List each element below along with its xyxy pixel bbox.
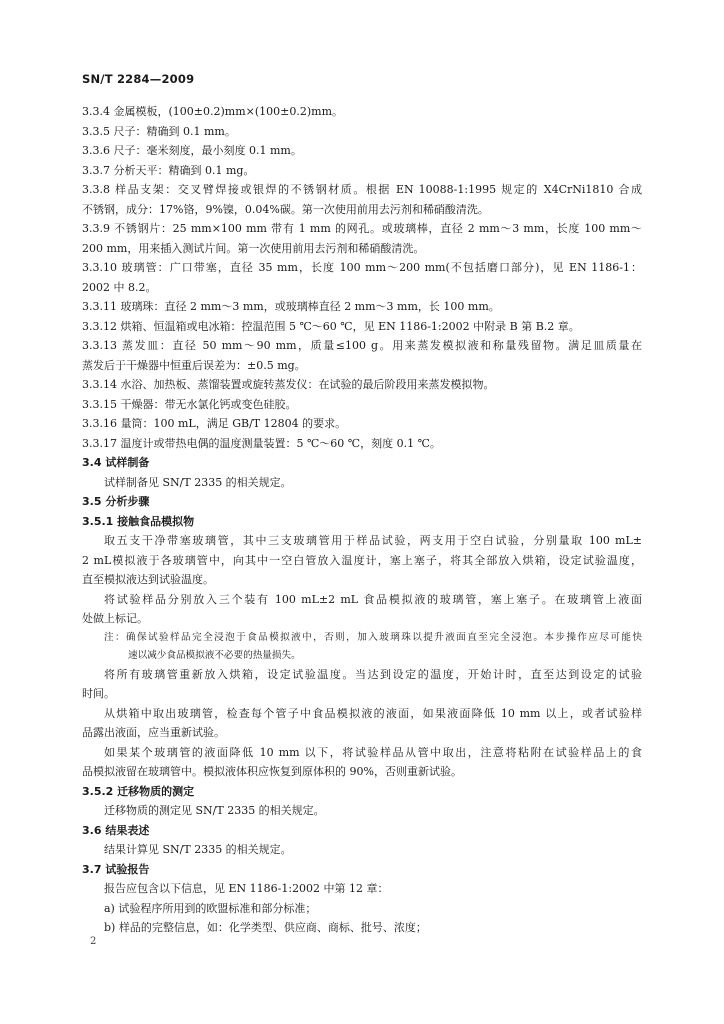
text-line: b) 样品的完整信息，如：化学类型、供应商、商标、批号、浓度； [104, 921, 427, 934]
text-line: 处做上标记。 [82, 612, 148, 625]
page-number: 2 [90, 936, 97, 947]
text-line: 3.3.13 蒸发皿：直径 50 mm～90 mm，质量≤100 g。用来蒸发模拟液和称量残留物。满足皿质量在 [82, 339, 642, 352]
text-line: 3.3.9 不锈钢片：25 mm×100 mm 带有 1 mm 的网孔。或玻璃棒，直径 2 mm～3 mm，长度 100 mm～ [82, 222, 642, 235]
text-line: 3.3.4 金属模板，(100±0.2)mm×(100±0.2)mm。 [82, 105, 344, 118]
text-line: 2 mL模拟液于各玻璃管中，向其中一空白管放入温度计，塞上塞子，将其全部放入烘箱，设定试验温度， [82, 553, 642, 567]
text-line: 3.3.16 量筒：100 mL，满足 GB/T 12804 的要求。 [82, 417, 347, 430]
text-line: 报告应包含以下信息，见 EN 1186-1:2002 中第 12 章： [104, 882, 389, 895]
section-heading: 3.7 试验报告 [82, 862, 150, 876]
text-line: 品露出液面，应当重新试验。 [82, 726, 225, 739]
text-line: 3.3.7 分析天平：精确到 0.1 mg。 [82, 163, 255, 177]
text-line: 品模拟液留在玻璃管中。模拟液体积应恢复到原体积的 90%，否则重新试验。 [82, 765, 462, 778]
text-line: 试样制备见 SN/T 2335 的相关规定。 [104, 475, 292, 489]
section-heading: 3.4 试样制备 [82, 456, 150, 469]
text-line: 将试验样品分别放入三个装有 100 mL±2 mL 食品模拟液的玻璃管，塞上塞子。在玻璃管上液面 [104, 592, 642, 606]
text-line: 直至模拟液达到试验温度。 [82, 573, 214, 586]
text-line: 3.3.8 样品支架：交叉臂焊接或银焊的不锈钢材质。根据 EN 10088-1:1995 规定的 X4CrNi1810 合成 [82, 183, 642, 196]
text-line: 从烘箱中取出玻璃管，检查每个管子中食品模拟液的液面，如果液面降低 10 mm 以上，或者试验样 [104, 706, 642, 720]
text-line: 3.3.10 玻璃管：广口带塞，直径 35 mm，长度 100 mm～200 mm(不包括磨口部分)，见 EN 1186-1： [82, 261, 642, 274]
text-line: 时间。 [82, 687, 115, 700]
text-line: 3.3.6 尺子：毫米刻度，最小刻度 0.1 mm。 [82, 144, 302, 157]
text-line: 2002 中 8.2。 [82, 280, 157, 294]
section-heading: 3.5 分析步骤 [82, 495, 150, 508]
text-line: 蒸发后于干燥器中恒重后误差为：±0.5 mg。 [82, 358, 306, 372]
text-line: 结果计算见 SN/T 2335 的相关规定。 [104, 843, 292, 856]
text-line: 3.3.17 温度计或带热电偶的温度测量装置：5 ℃～60 ℃，刻度 0.1 ℃。 [82, 436, 441, 450]
note-line: 速以减少食品模拟液不必要的热量损失。 [128, 649, 301, 661]
text-line: 不锈钢，成分：17%铬，9%镍，0.04%碳。第一次使用前用去污剂和稀硝酸清洗。 [82, 202, 489, 216]
section-heading: 3.5.1 接触食品模拟物 [82, 514, 195, 528]
section-heading: 3.6 结果表述 [82, 823, 150, 837]
text-line: 将所有玻璃管重新放入烘箱，设定试验温度。当达到设定的温度，开始计时，直至达到设定的试验 [104, 667, 642, 681]
note-line: 注：确保试验样品完全浸泡于食品模拟液中，否则，加入玻璃珠以提升液面直至完全浸泡。本步操作应尽可能快 [104, 631, 642, 643]
document-body [82, 102, 642, 938]
text-line: 3.3.5 尺子：精确到 0.1 mm。 [82, 124, 236, 138]
text-line: a) 试验程序所用到的欧盟标准和部分标准； [104, 901, 317, 915]
text-line: 3.3.15 干燥器：带无水氯化钙或变色硅胶。 [82, 397, 297, 411]
text-line: 200 mm，用来插入测试片间。第一次使用前用去污剂和稀硝酸清洗。 [82, 241, 425, 255]
text-line: 如果某个玻璃管的液面降低 10 mm 以下，将试验样品从管中取出，注意将粘附在试验样品上的食 [104, 745, 642, 759]
text-line: 3.3.14 水浴、加热板、蒸馏装置或旋转蒸发仪：在试验的最后阶段用来蒸发模拟物。 [82, 378, 495, 391]
document-header: SN/T 2284—2009 [82, 72, 195, 86]
text-line: 3.3.11 玻璃珠：直径 2 mm～3 mm，或玻璃棒直径 2 mm～3 mm，长 100 mm。 [82, 300, 500, 313]
text-line: 取五支干净带塞玻璃管，其中三支玻璃管用于样品试验，两支用于空白试验，分别量取 100 mL± [104, 534, 642, 547]
section-heading: 3.5.2 迁移物质的测定 [82, 784, 195, 798]
text-line: 迁移物质的测定见 SN/T 2335 的相关规定。 [104, 804, 325, 817]
text-line: 3.3.12 烘箱、恒温箱或电冰箱：控温范围 5 ℃～60 ℃，见 EN 1186-1:2002 中附录 B 第 B.2 章。 [82, 319, 580, 333]
